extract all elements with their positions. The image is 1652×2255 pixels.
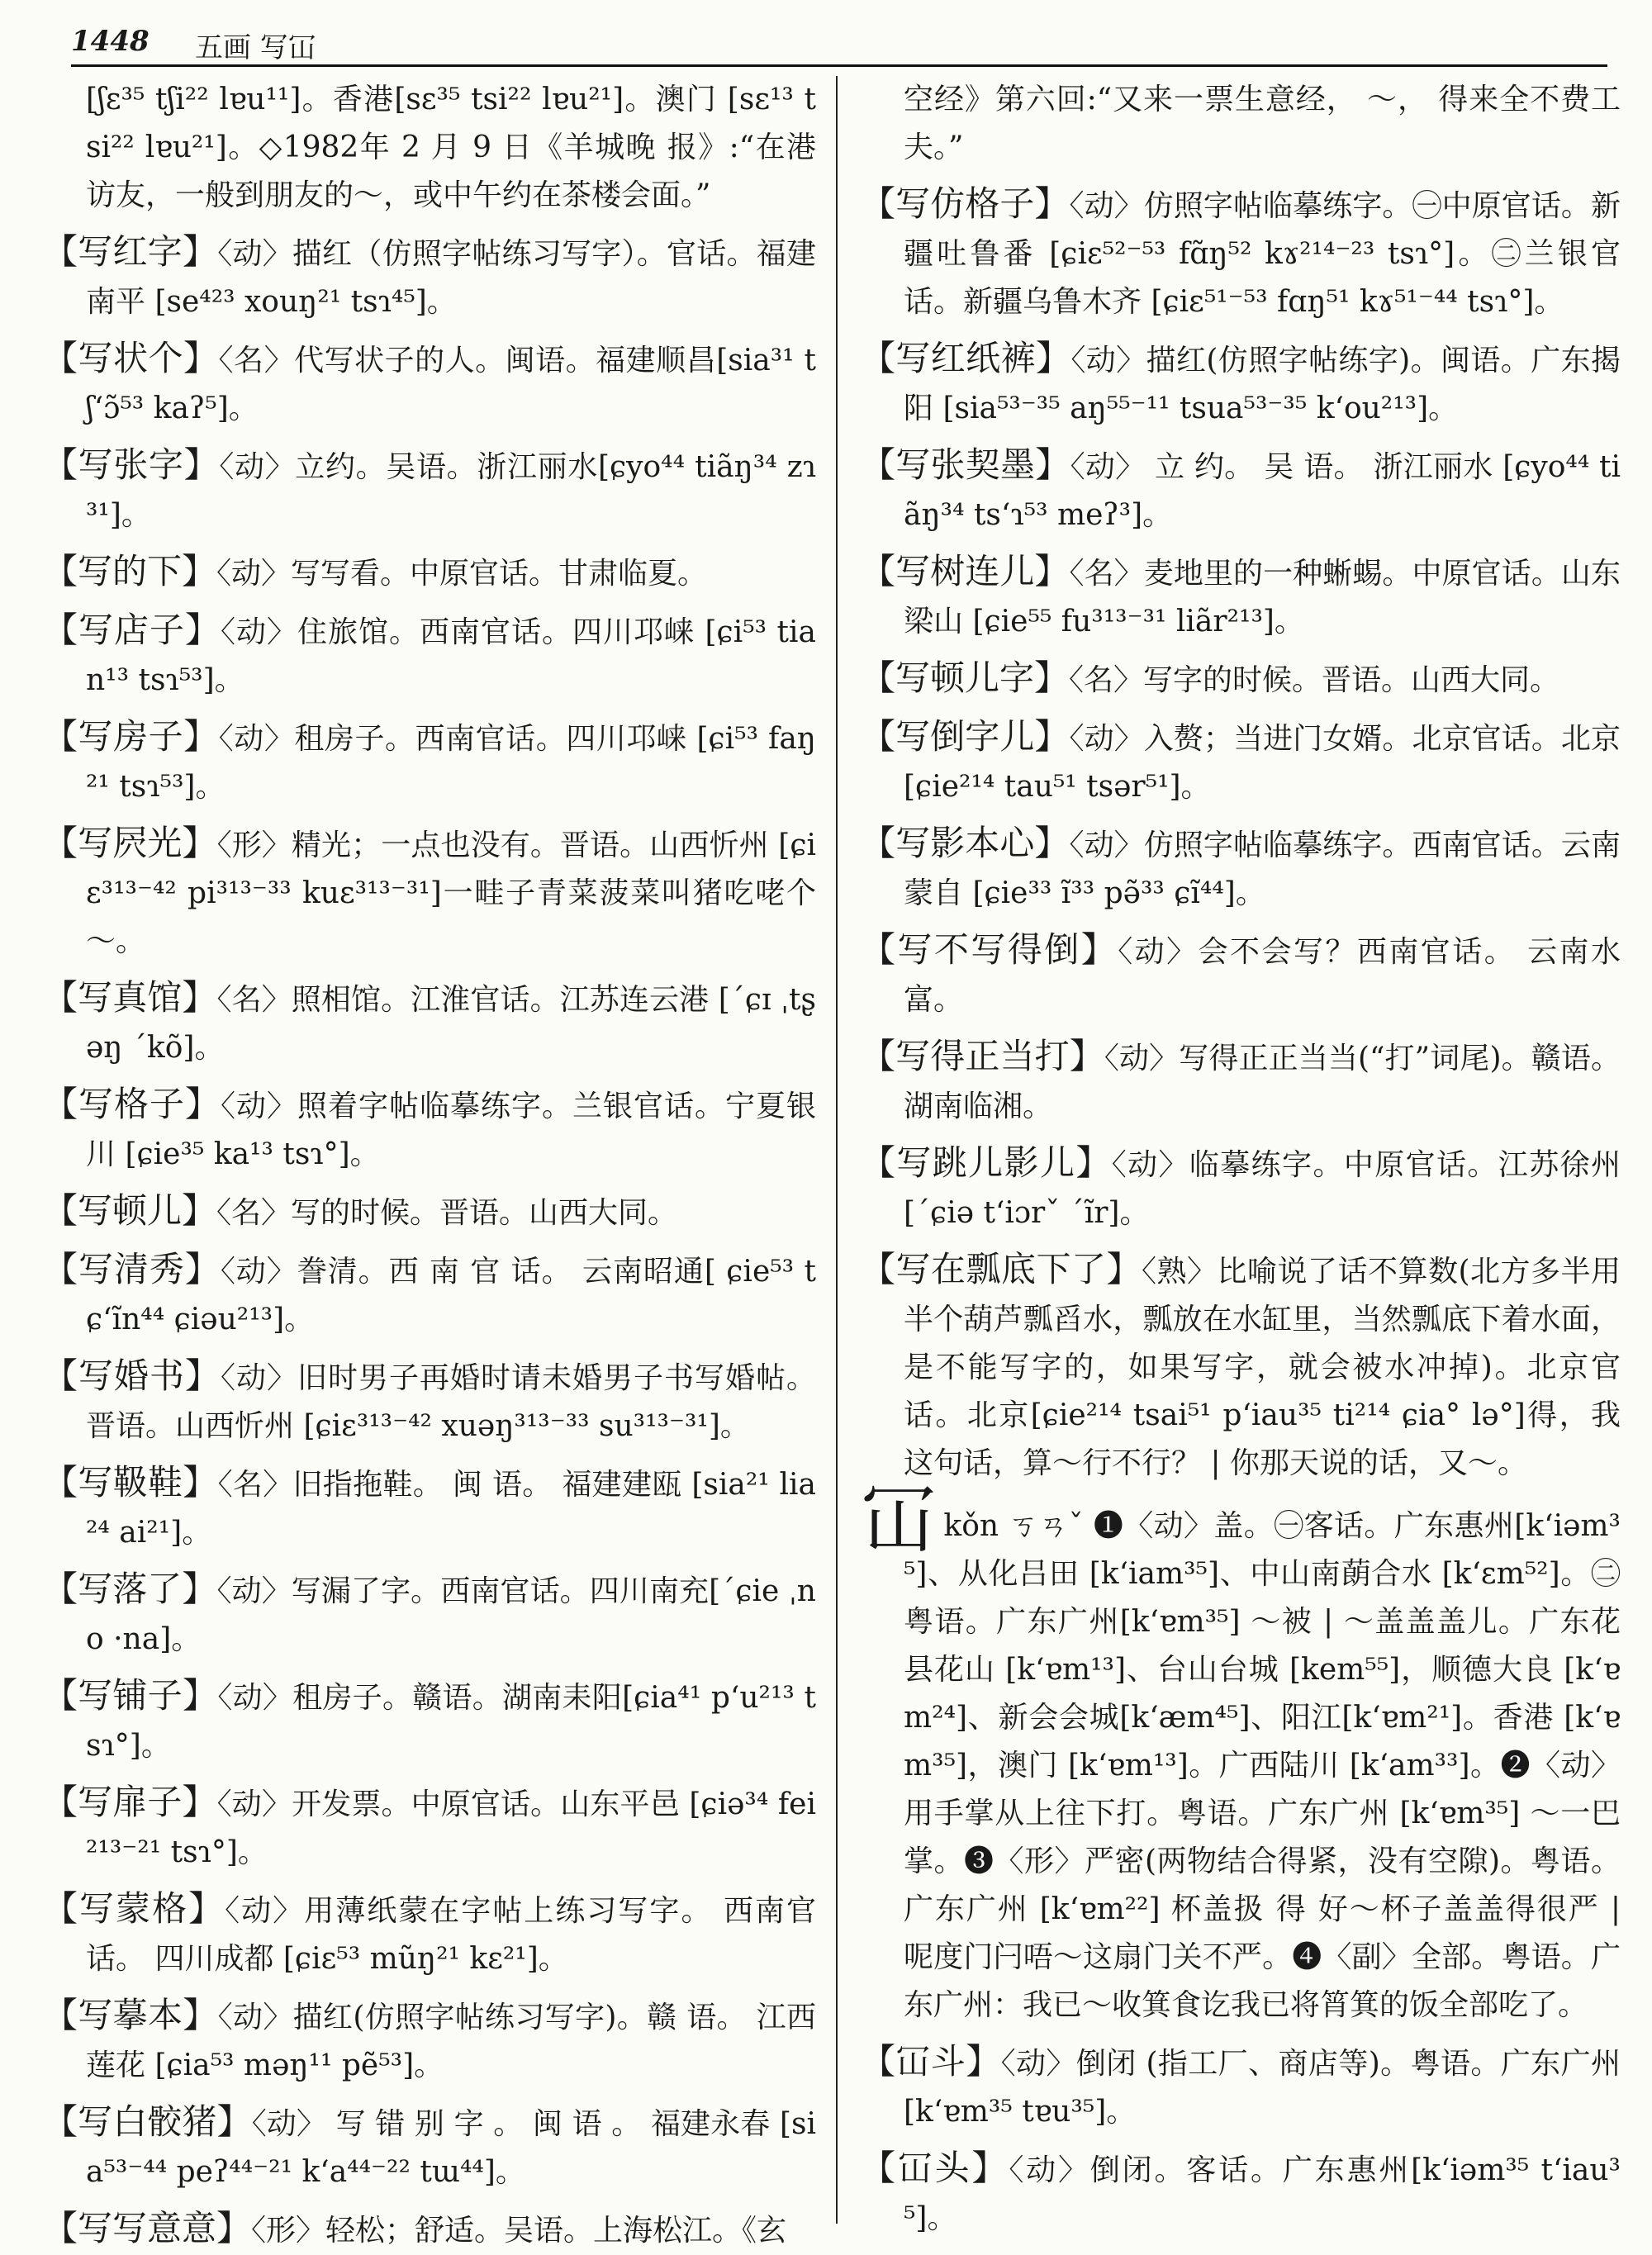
- section-title: 五画 写冚: [195, 31, 316, 64]
- dictionary-entry: [43, 2205, 816, 2255]
- headword: 【写倒字儿】: [861, 716, 1070, 757]
- headword: 【写的下】: [43, 551, 217, 591]
- dictionary-entry: [43, 1459, 816, 1557]
- definition: 〈动〉描红(仿照字帖练字)。闽语。广东揭阳 [sia⁵³⁻³⁵ aŋ⁵⁵⁻¹¹ tsua⁵³⁻³⁵ k‘ou²¹³]。: [904, 344, 1621, 425]
- definition: kǒn ㄎㄢˇ ❶〈动〉盖。㊀客话。广东惠州[k‘iəm³⁵]、从化吕田 [k‘iam³⁵]、中山南蓢合水 [k‘ɛm⁵²]。㊁粤语。广东广州[k‘ɐm³⁵] ～被 | ～盖盖盖儿。广东花县花山 [k‘ɐm¹³]、台山台城 [kem⁵⁵]，顺德大良 [k‘ɐm²⁴]、新会会城[k‘æm⁴⁵]、阳江[k‘ɐm²¹]。香港 [k‘ɐm³⁵]，澳门 [k‘ɐm¹³]。广西陆川 [k‘am³³]。❷〈动〉用手掌从上往下打。粤语。广东广州 [k‘ɐm³⁵] ～一巴掌。❸〈形〉严密(两物结合得紧，没有空隙)。粤语。广东广州 [k‘ɐm²²] 杯盖扱 得 好～杯子盖盖得很严 | 呢度门闩唔～这扇门关不严。❹〈副〉全部。粤语。广东广州：我已～收箕食讫我已将筲箕的饭全部吃了。: [904, 1509, 1621, 2022]
- dictionary-entry: [43, 1992, 816, 2090]
- headword: 【写屄光】: [43, 823, 217, 863]
- headword: 【写树连儿】: [861, 551, 1070, 591]
- dictionary-entry: [43, 1080, 816, 1179]
- definition: 〈动〉写得正正当当(“打”词尾)。赣语。湖南临湘。: [904, 1042, 1621, 1123]
- dictionary-entry: [43, 2098, 816, 2196]
- definition: 〈动〉倒闭。客话。广东惠州[k‘iəm³⁵ t‘iau³⁵]。: [904, 2153, 1621, 2235]
- definition: 〈动〉描红（仿照字帖练习写字）。官话。福建南平 [se⁴²³ xouŋ²¹ tsɿ⁴⁵]。: [86, 237, 816, 319]
- dictionary-entry: [861, 926, 1621, 1024]
- page-number: 1448: [71, 25, 150, 58]
- dictionary-entry: [43, 1885, 816, 1983]
- dictionary-entry: [861, 654, 1621, 705]
- headword: 【写得正当打】: [861, 1036, 1104, 1076]
- definition: 〈动〉会不会写？西南官话。 云南水富。: [904, 935, 1621, 1017]
- definition: 〈动〉仿照字帖临摹练字。西南官话。云南蒙自 [ɕie³³ ĩ³³ pə̃³³ ɕĩ⁴⁴]。: [904, 828, 1621, 910]
- dictionary-entry: [861, 2144, 1621, 2243]
- dictionary-entry: [43, 1352, 816, 1450]
- headword: 【写在瓢底下了】: [861, 1249, 1142, 1289]
- dictionary-entry: [43, 335, 816, 433]
- headword: 【写真馆】: [43, 977, 217, 1018]
- dictionary-entry: [43, 819, 816, 966]
- dictionary-entry: [861, 1139, 1621, 1237]
- dictionary-entry: [43, 441, 816, 539]
- headword: 【写房子】: [43, 716, 219, 757]
- definition: 〈动〉开发票。中原官话。山东平邑 [ɕiə³⁴ fei²¹³⁻²¹ tsɿ°]。: [86, 1787, 816, 1869]
- dictionary-entry: [43, 1672, 816, 1770]
- headword: 【写张字】: [43, 444, 220, 485]
- dictionary-entry: [43, 548, 816, 598]
- headword: 【写跳儿影儿】: [861, 1142, 1112, 1183]
- headword: 【写婚书】: [43, 1355, 221, 1396]
- right-column: [861, 76, 1621, 2235]
- definition: 〈动〉入赘；当进门女婿。北京官话。北京 [ɕie²¹⁴ tau⁵¹ tsər⁵¹]。: [904, 722, 1621, 804]
- dictionary-entry: [43, 1187, 816, 1237]
- headword: 【写扉子】: [43, 1782, 217, 1822]
- headword: 【写张契墨】: [861, 444, 1070, 485]
- page-header: [71, 25, 1607, 66]
- definition: 〈动〉写写看。中原官话。甘肃临夏。: [216, 557, 708, 591]
- definition: 〈形〉精光；一点也没有。晋语。山西忻州 [ɕiɛ³¹³⁻⁴² pi³¹³⁻³³ kuɛ³¹³⁻³¹]一畦子青菜菠菜叫猪吃咾个～。: [86, 828, 816, 958]
- left-column: [43, 76, 816, 2248]
- definition: 〈动〉立约。吴语。浙江丽水[ɕyo⁴⁴ tiãŋ³⁴ zɿ³¹]。: [86, 450, 816, 532]
- definition: 〈动〉用薄纸蒙在字帖上练习写字。 西南官话。 四川成都 [ɕiɛ⁵³ mũŋ²¹ kɛ²¹]。: [86, 1894, 816, 1976]
- dictionary-entry: 空经》第六回:“又来一票生意经， ～， 得来全不费工夫。”: [904, 83, 1621, 164]
- definition: 〈名〉写的时候。晋语。山西大同。: [216, 1196, 678, 1230]
- dictionary-entry: [861, 2038, 1621, 2136]
- headword: 【写顿儿】: [43, 1190, 217, 1231]
- definition: 〈名〉写字的时候。晋语。山西大同。: [1069, 663, 1560, 697]
- definition: 〈动〉 立 约。 吴 语。 浙江丽水 [ɕyo⁴⁴ tiãŋ³⁴ ts‘ɿ⁵³ meʔ³]。: [904, 450, 1621, 532]
- headword: 【写仿格子】: [861, 183, 1070, 224]
- dictionary-entry: [43, 713, 816, 811]
- definition: 〈名〉旧指拖鞋。 闽 语。 福建建瓯 [sia²¹ lia²⁴ ai²¹]。: [86, 1468, 816, 1550]
- dictionary-entry: [861, 1475, 1621, 2029]
- headword: 冚: [861, 1475, 938, 1564]
- dictionary-entry: [43, 974, 816, 1072]
- headword: 【写红纸裤】: [861, 338, 1071, 378]
- dictionary-entry: [861, 713, 1621, 811]
- dictionary-entry: [861, 1246, 1621, 1488]
- headword: 【冚头】: [861, 2148, 1009, 2188]
- dictionary-entry: [861, 548, 1621, 646]
- definition: 〈动〉租房子。西南官话。四川邛崃 [ɕi⁵³ faŋ²¹ tsɿ⁵³]。: [86, 722, 816, 804]
- definition: 〈名〉代写状子的人。闽语。福建顺昌[sia³¹ tʃ‘ɔ̃⁵³ kaʔ⁵]。: [86, 344, 816, 425]
- headword: 【写红字】: [43, 231, 218, 272]
- headword: 【写顿儿字】: [861, 658, 1070, 698]
- definition: 〈动〉 写 错 别 字 。 闽 语 。 福建永春 [sia⁵³⁻⁴⁴ peʔ⁴⁴⁻²¹ k‘a⁴⁴⁻²² tɯ⁴⁴]。: [86, 2107, 816, 2189]
- headword: 【写清秀】: [43, 1249, 221, 1289]
- headword: 【写格子】: [43, 1084, 221, 1124]
- definition: 〈形〉轻松；舒适。吴语。上海松江。《玄: [251, 2214, 787, 2248]
- dictionary-entry: [43, 1565, 816, 1664]
- dictionary-entry: [43, 228, 816, 326]
- definition: 〈动〉描红(仿照字帖练习写字)。赣 语。 江西莲花 [ɕia⁵³ məŋ¹¹ pẽ⁵³]。: [86, 2001, 816, 2082]
- definition: 〈动〉写漏了字。西南官话。四川南充[ˊɕie ˌno ·na]。: [86, 1574, 816, 1656]
- headword: 【写靸鞋】: [43, 1462, 218, 1503]
- headword: 【写店子】: [43, 610, 221, 650]
- headword: 【写落了】: [43, 1569, 217, 1609]
- definition: 〈动〉仿照字帖临摹练字。㊀中原官话。新疆吐鲁番 [ɕiɛ⁵²⁻⁵³ fɑ̃ŋ⁵² kɤ²¹⁴⁻²³ tsɿ°]。㊁兰银官话。新疆乌鲁木齐 [ɕiɛ⁵¹⁻⁵³ fɑŋ⁵¹ kɤ⁵¹⁻⁴⁴ tsɿ°]。: [904, 189, 1621, 319]
- definition: 〈动〉临摹练字。中原官话。江苏徐州 [ˊɕiə t‘iɔrˇ ˊĩr]。: [904, 1148, 1621, 1230]
- dictionary-entry: [43, 1778, 816, 1877]
- definition: 〈动〉照着字帖临摹练字。兰银官话。宁夏银川 [ɕie³⁵ ka¹³ tsɿ°]。: [86, 1090, 816, 1171]
- definition: 〈动〉倒闭 (指工厂、商店等)。粤语。广东广州 [k‘ɐm³⁵ tɐu³⁵]。: [904, 2047, 1621, 2129]
- headword: 【写状个】: [43, 338, 219, 378]
- column-divider: [836, 76, 838, 2224]
- definition: 〈动〉誊清。西 南 官 话。 云南昭通[ ɕie⁵³ tɕ‘ĩn⁴⁴ ɕiəu²¹³]。: [86, 1255, 816, 1336]
- dictionary-entry: [861, 1033, 1621, 1131]
- dictionary-entry: [861, 180, 1621, 326]
- definition: 〈动〉住旅馆。西南官话。四川邛崃 [ɕi⁵³ tian¹³ tsɿ⁵³]。: [86, 615, 816, 697]
- definition: 〈熟〉比喻说了话不算数(北方多半用半个葫芦瓢舀水，瓢放在水缸里，当然瓢底下着水面，是不能写字的，如果写字，就会被水冲掉)。北京官话。北京[ɕie²¹⁴ tsai⁵¹ p‘iau³⁵ ti²¹⁴ ɕia° lə°]得，我这句话，算～行不行？ | 你那天说的话，又～。: [904, 1255, 1621, 1480]
- headword: 【写不写得倒】: [861, 929, 1118, 970]
- definition: 〈名〉照相馆。江淮官话。江苏连云港 [ˊɕɪ ˌtʂəŋ ˊkõ]。: [86, 983, 816, 1065]
- dictionary-entry: [43, 1246, 816, 1344]
- dictionary-entry: [43, 606, 816, 705]
- headword: 【写影本心】: [861, 823, 1070, 863]
- dictionary-entry: [861, 441, 1621, 539]
- definition: 〈名〉麦地里的一种蜥蜴。中原官话。山东梁山 [ɕie⁵⁵ fu³¹³⁻³¹ liãr²¹³]。: [904, 557, 1621, 639]
- headword: 【写白骹猪】: [43, 2101, 252, 2142]
- headword: 【冚斗】: [861, 2041, 1001, 2082]
- dictionary-entry: [861, 335, 1621, 433]
- definition: 〈动〉租房子。赣语。湖南耒阳[ɕia⁴¹ p‘u²¹³ tsɿ°]。: [86, 1681, 816, 1763]
- headword: 【写摹本】: [43, 1995, 218, 2035]
- definition: 〈动〉旧时男子再婚时请未婚男子书写婚帖。晋语。山西忻州 [ɕiɛ³¹³⁻⁴² xuəŋ³¹³⁻³³ su³¹³⁻³¹]。: [86, 1361, 816, 1443]
- dictionary-entry: [861, 819, 1621, 918]
- dictionary-entry: [ʃɛ³⁵ tʃi²² lɐu¹¹]。香港[sɛ³⁵ tsi²² lɐu²¹]。澳门 [sɛ¹³ tsi²² lɐu²¹]。◇1982年 2 月 9 日《羊城晚 报》:“在港访友，一般到朋友的～，或中午约在茶楼会面。”: [86, 83, 816, 212]
- header-rule: [71, 64, 1607, 67]
- headword: 【写写意意】: [43, 2208, 252, 2248]
- headword: 【写铺子】: [43, 1675, 218, 1716]
- headword: 【写蒙格】: [43, 1888, 225, 1929]
